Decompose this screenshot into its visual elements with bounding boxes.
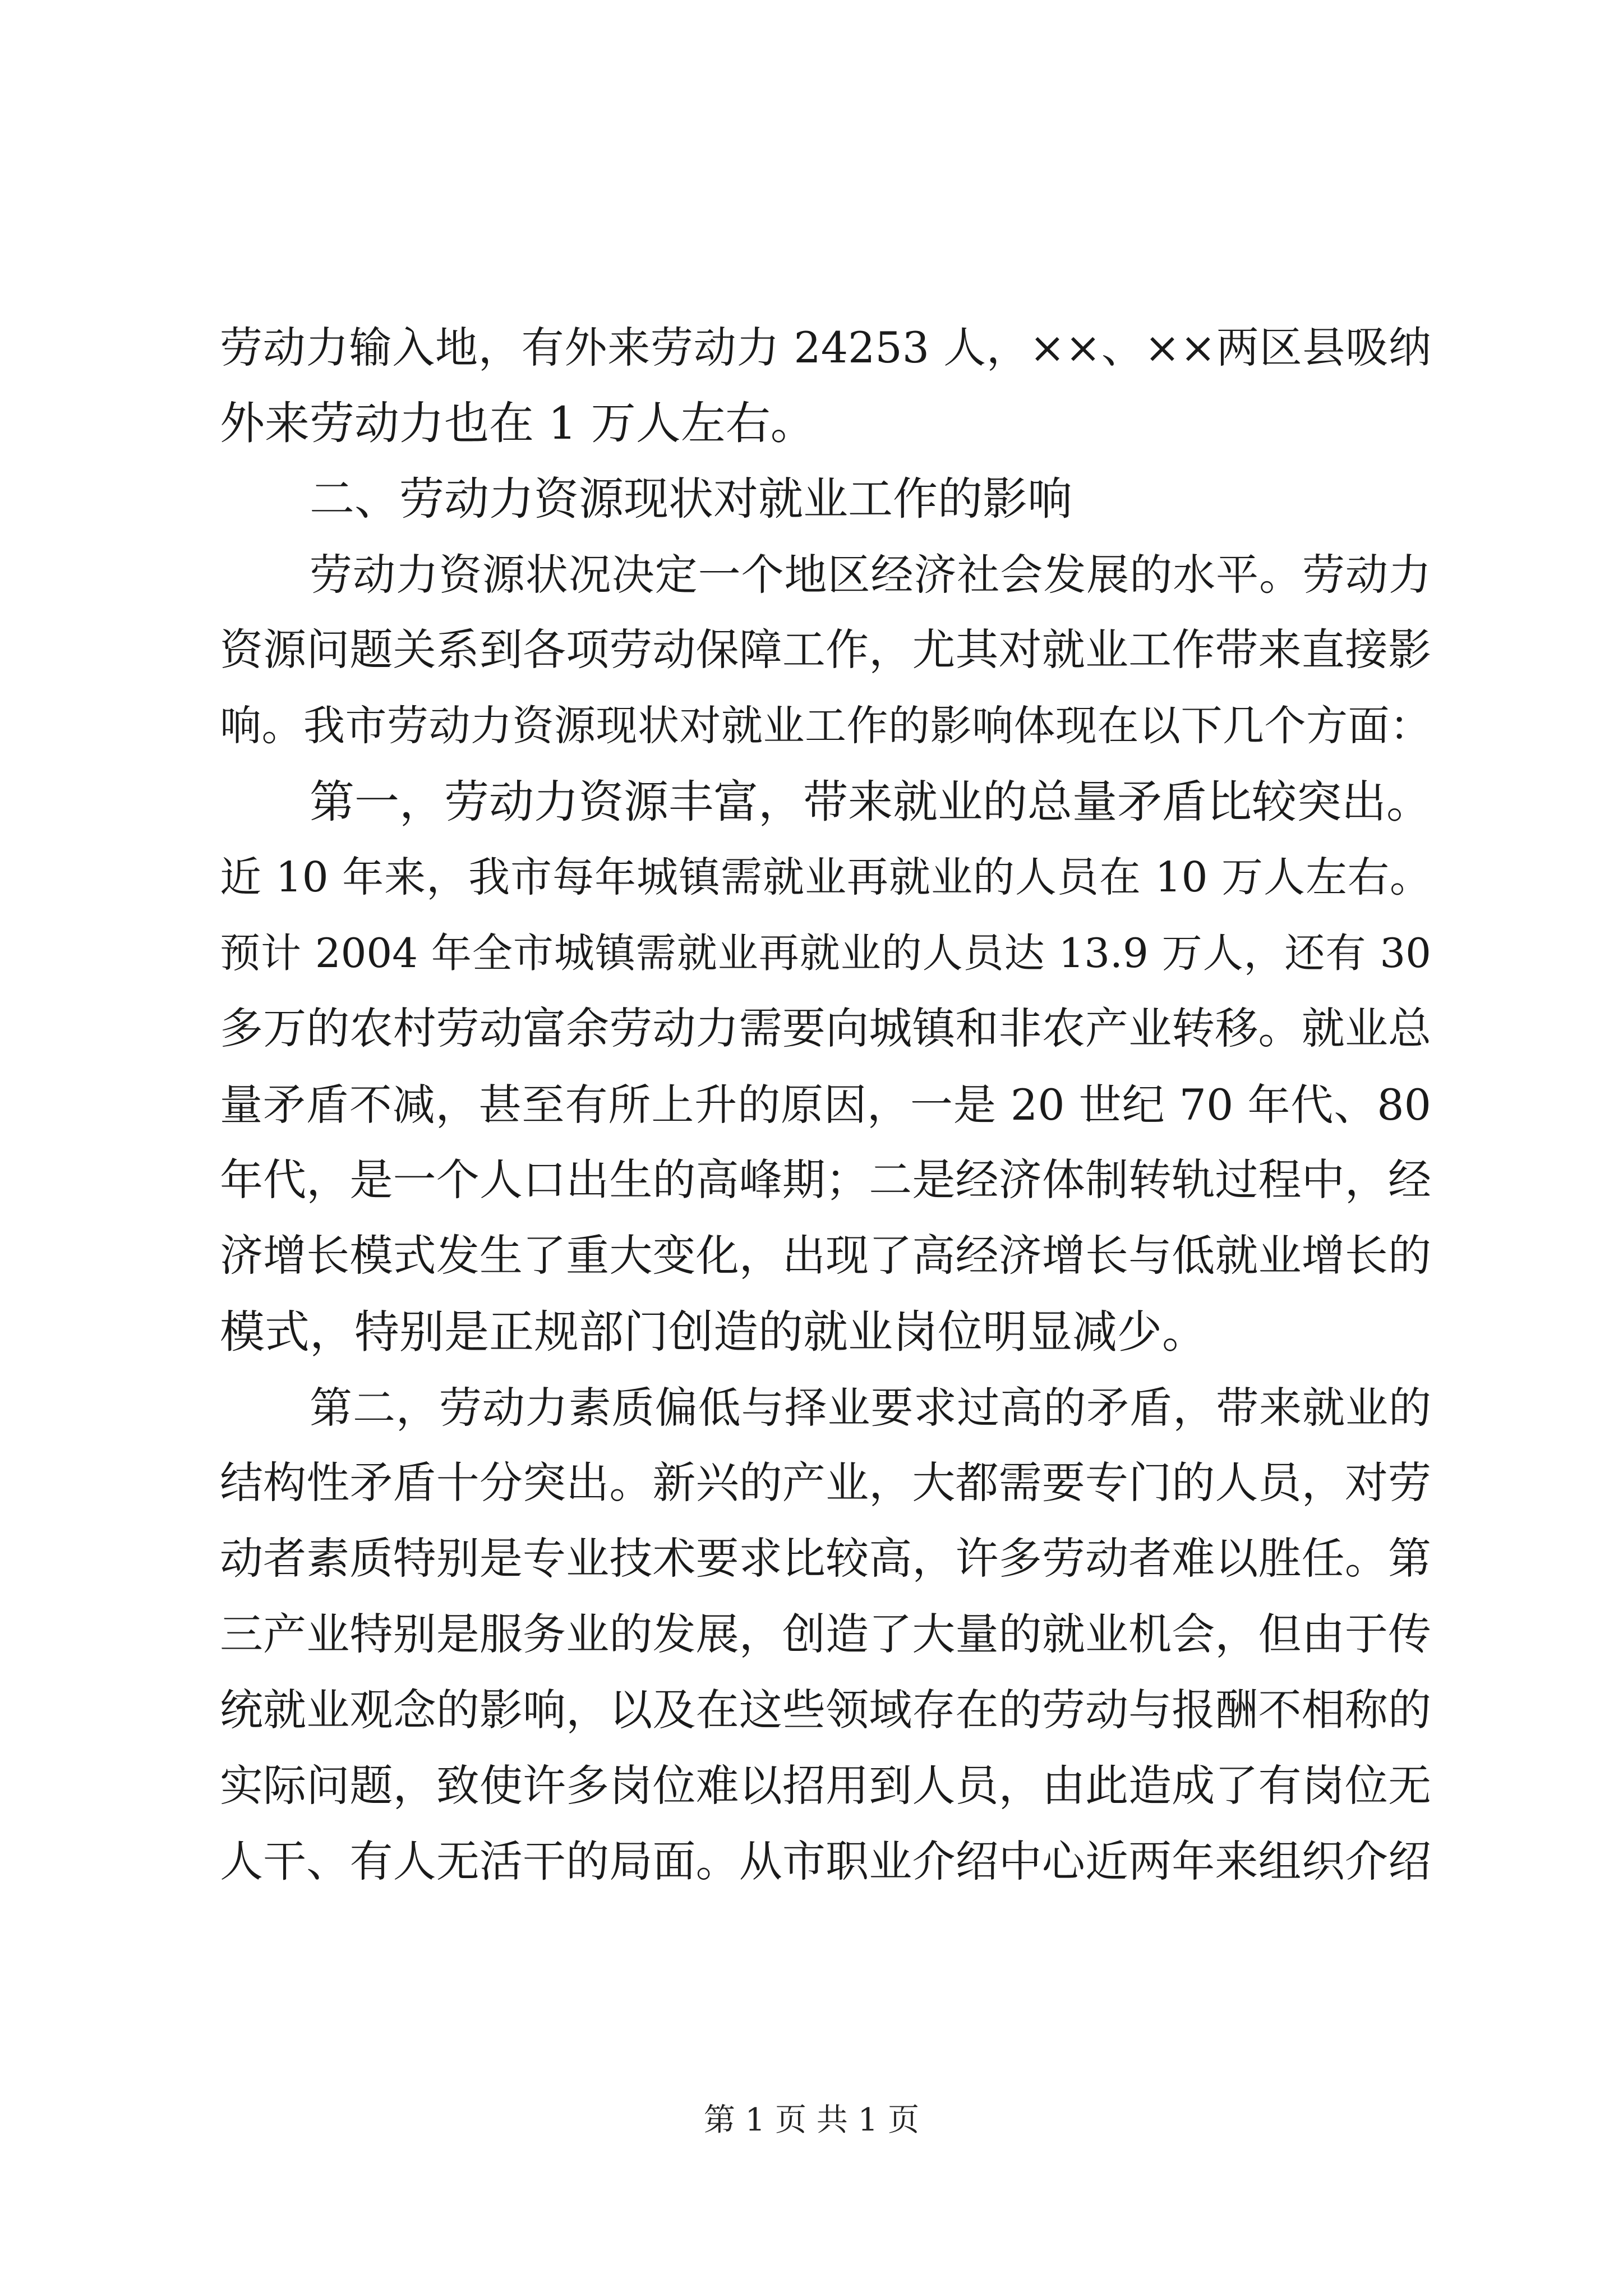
text-line: 第二，劳动力素质偏低与择业要求过高的矛盾，带来就业的 [310,1383,1431,1433]
text-line: 动者素质特别是专业技术要求比较高，许多劳动者难以胜任。第 [220,1534,1431,1584]
text-line: 响。我市劳动力资源现状对就业工作的影响体现在以下几个方面： [220,702,1431,750]
page-footer: 第 1 页 共 1 页 [703,2102,920,2138]
text-line: 结构性矛盾十分突出。新兴的产业，大都需要专门的人员，对劳 [220,1458,1431,1508]
text-line: 劳动力输入地，有外来劳动力 24253 人，××、××两区县吸纳 [220,323,1431,372]
text-line: 量矛盾不减，甚至有所上升的原因，一是 20 世纪 70 年代、80 [220,1080,1431,1130]
text-line: 三产业特别是服务业的发展，创造了大量的就业机会，但由于传 [220,1610,1431,1660]
text-line: 第一，劳动力资源丰富，带来就业的总量矛盾比较突出。 [310,776,1431,828]
document-body [220,310,1431,1900]
text-line: 实际问题，致使许多岗位难以招用到人员，由此造成了有岗位无 [220,1761,1431,1811]
text-line: 多万的农村劳动富余劳动力需要向城镇和非农产业转移。就业总 [220,1004,1431,1054]
text-line: 济增长模式发生了重大变化，出现了高经济增长与低就业增长的 [220,1231,1431,1281]
text-line: 近 10 年来，我市每年城镇需就业再就业的人员在 10 万人左右。 [220,853,1431,901]
text-line: 年代，是一个人口出生的高峰期；二是经济体制转轨过程中，经 [220,1156,1431,1205]
text-line: 人干、有人无活干的局面。从市职业介绍中心近两年来组织介绍 [220,1837,1431,1887]
text-line: 劳动力资源状况决定一个地区经济社会发展的水平。劳动力 [310,550,1431,600]
text-line: 外来劳动力也在 1 万人左右。 [220,397,815,449]
text-line: 统就业观念的影响，以及在这些领域存在的劳动与报酬不相称的 [220,1686,1431,1736]
text-line: 预计 2004 年全市城镇需就业再就业的人员达 13.9 万人，还有 30 [220,930,1431,977]
text-line: 资源问题关系到各项劳动保障工作，尤其对就业工作带来直接影 [220,625,1431,675]
text-line: 模式，特别是正规部门创造的就业岗位明显减少。 [220,1306,1207,1358]
text-line: 二、劳动力资源现状对就业工作的影响 [310,473,1072,525]
